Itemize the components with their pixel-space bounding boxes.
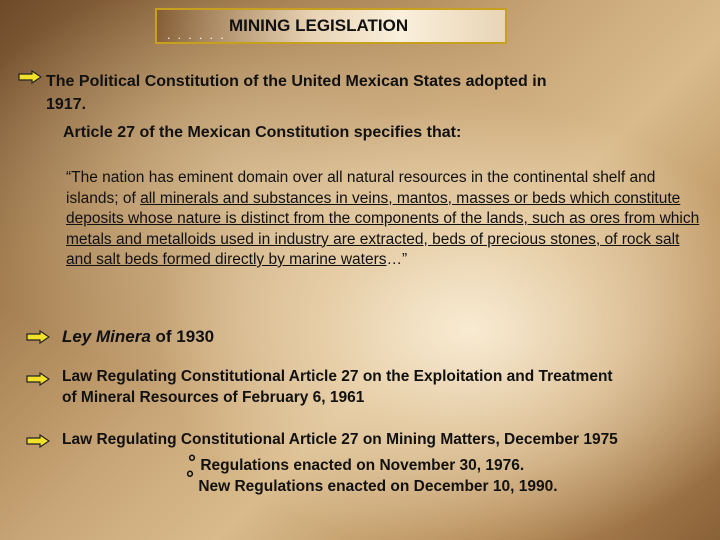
section1-line3: Article 27 of the Mexican Constitution specifies that: [63, 124, 462, 141]
degree-bullet-icon: ° [188, 452, 196, 474]
title-dots: . . . . . . [167, 28, 226, 42]
arrow-right-icon [26, 434, 50, 448]
item-1961-line1: Law Regulating Constitutional Article 27 on the Exploitation and Treatment [62, 368, 613, 385]
item-ley-minera-italic: Ley Minera [62, 327, 151, 346]
arrow-right-icon [26, 330, 50, 344]
section1-line2: 1917. [46, 96, 87, 113]
section1-line1: The Political Constitution of the United Mexican States adopted in [46, 73, 547, 90]
sub-item-1990 [186, 468, 558, 497]
title-box [155, 8, 507, 44]
item-ley-minera [62, 327, 214, 347]
page-title: MINING LEGISLATION [229, 16, 409, 35]
constitution-quote [66, 168, 706, 271]
degree-bullet-icon: ° [186, 468, 194, 490]
item-1975-line1: Law Regulating Constitutional Article 27 on Mining Matters, December 1975 [62, 431, 618, 448]
item-ley-minera-rest: of 1930 [150, 327, 215, 346]
quote-underlined: all minerals and substances in veins, mantos, masses or beds which constitute deposits whose nature is distinct from the components of the lands, such as ores from which metals and metalloids used in industry are extracted, beds of precious stones, of rock salt and salt beds formed directly by marine waters [66, 189, 700, 268]
item-1961-line2: of Mineral Resources of February 6, 1961 [62, 389, 365, 406]
quote-plain: “The nation has eminent domain over all natural resources in the continental shelf and islands; of [66, 169, 656, 207]
sub-item-1976 [188, 453, 524, 476]
sub-item-1990-text: New Regulations enacted on December 10, 1990. [198, 478, 558, 495]
sub-item-1976-text: Regulations enacted on November 30, 1976. [200, 457, 525, 474]
arrow-right-icon [26, 372, 50, 386]
quote-end: …” [386, 251, 408, 268]
arrow-right-icon [18, 70, 42, 84]
